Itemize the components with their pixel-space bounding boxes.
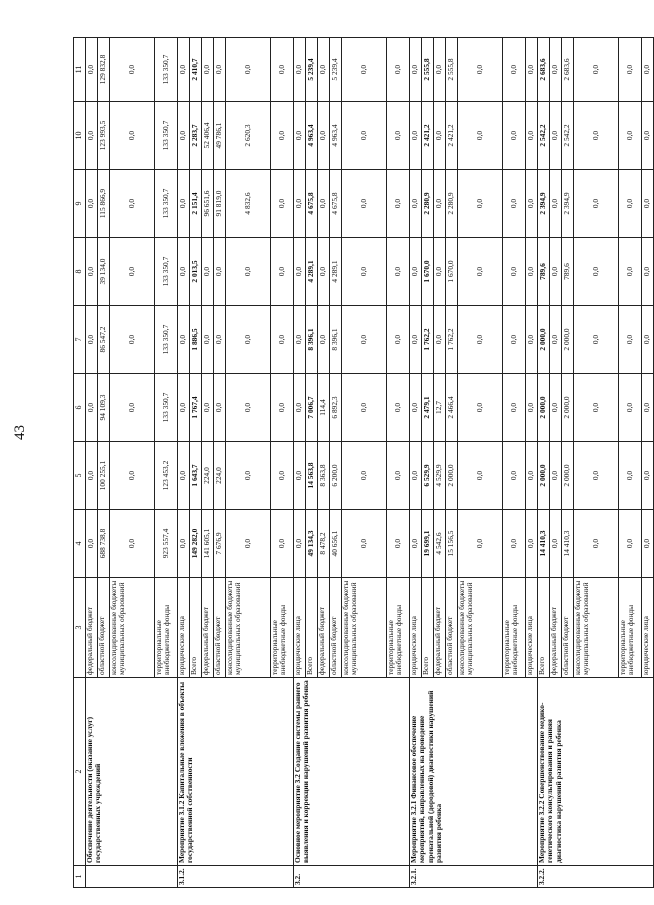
value-cell: 0,0 bbox=[110, 442, 155, 510]
value-cell: 0,0 bbox=[271, 102, 294, 170]
value-cell: 7 676,9 bbox=[214, 510, 226, 578]
item-title: Мероприятие 3.2.1 Финансовое обеспечение мероприятий, направленных на проведение пренатальной (дородовой) диагностики нарушений развития ребенка bbox=[410, 678, 538, 866]
value-cell: 0,0 bbox=[503, 374, 526, 442]
value-cell: 2 151,4 bbox=[190, 170, 202, 238]
value-cell: 0,0 bbox=[318, 38, 330, 102]
item-title: Мероприятие 3.1.2 Капитальные вложения в объекты государственной собственности bbox=[178, 678, 294, 866]
value-cell: 0,0 bbox=[619, 374, 642, 442]
value-cell: 0,0 bbox=[214, 374, 226, 442]
value-cell: 14 410,3 bbox=[562, 510, 574, 578]
value-cell: 0,0 bbox=[202, 38, 214, 102]
value-cell: 0,0 bbox=[86, 238, 98, 306]
value-cell: 5 239,4 bbox=[330, 38, 342, 102]
value-cell: 0,0 bbox=[458, 306, 503, 374]
value-cell: 14 563,8 bbox=[306, 442, 318, 510]
value-cell: 133 350,7 bbox=[155, 306, 178, 374]
value-cell: 0,0 bbox=[642, 306, 654, 374]
item-code bbox=[86, 866, 178, 888]
value-cell: 0,0 bbox=[619, 238, 642, 306]
rotated-table-container bbox=[73, 38, 652, 888]
value-cell: 40 656,1 bbox=[330, 510, 342, 578]
funding-source: территориальные внебюджетные фонды bbox=[503, 578, 526, 678]
value-cell: 4 832,6 bbox=[226, 170, 271, 238]
value-cell: 0,0 bbox=[214, 38, 226, 102]
value-cell: 2 000,0 bbox=[562, 442, 574, 510]
column-header: 4 bbox=[74, 510, 86, 578]
value-cell: 5 239,4 bbox=[306, 38, 318, 102]
value-cell: 0,0 bbox=[526, 38, 538, 102]
table-row bbox=[538, 38, 550, 888]
value-cell: 0,0 bbox=[294, 102, 306, 170]
funding-source: территориальные внебюджетные фонды bbox=[155, 578, 178, 678]
value-cell: 0,0 bbox=[342, 102, 387, 170]
value-cell: 0,0 bbox=[202, 374, 214, 442]
funding-source: территориальные внебюджетные фонды bbox=[271, 578, 294, 678]
value-cell: 0,0 bbox=[574, 442, 619, 510]
value-cell: 0,0 bbox=[387, 374, 410, 442]
value-cell: 0,0 bbox=[342, 38, 387, 102]
value-cell: 0,0 bbox=[110, 38, 155, 102]
value-cell: 0,0 bbox=[434, 170, 446, 238]
value-cell: 2 280,9 bbox=[446, 170, 458, 238]
value-cell: 8 396,1 bbox=[306, 306, 318, 374]
value-cell: 0,0 bbox=[642, 442, 654, 510]
value-cell: 2 013,5 bbox=[190, 238, 202, 306]
value-cell: 0,0 bbox=[202, 238, 214, 306]
value-cell: 1 670,0 bbox=[446, 238, 458, 306]
value-cell: 0,0 bbox=[619, 170, 642, 238]
value-cell: 0,0 bbox=[342, 510, 387, 578]
value-cell: 0,0 bbox=[619, 442, 642, 510]
funding-source: консолидированные бюджеты муниципальных образований bbox=[458, 578, 503, 678]
value-cell: 4 289,1 bbox=[306, 238, 318, 306]
value-cell: 0,0 bbox=[226, 306, 271, 374]
value-cell: 39 134,0 bbox=[98, 238, 110, 306]
value-cell: 0,0 bbox=[342, 374, 387, 442]
value-cell: 0,0 bbox=[410, 442, 422, 510]
value-cell: 7 006,7 bbox=[306, 374, 318, 442]
item-title: Обеспечение деятельности (оказание услуг) государственных учреждений bbox=[86, 678, 178, 866]
value-cell: 4 675,8 bbox=[306, 170, 318, 238]
value-cell: 0,0 bbox=[387, 38, 410, 102]
funding-source: областной бюджет bbox=[214, 578, 226, 678]
value-cell: 96 651,6 bbox=[202, 170, 214, 238]
funding-source: областной бюджет bbox=[562, 578, 574, 678]
value-cell: 4 542,6 bbox=[434, 510, 446, 578]
value-cell: 0,0 bbox=[178, 306, 190, 374]
value-cell: 0,0 bbox=[619, 510, 642, 578]
value-cell: 2 479,1 bbox=[422, 374, 434, 442]
value-cell: 0,0 bbox=[574, 510, 619, 578]
funding-source: консолидированные бюджеты муниципальных образований bbox=[226, 578, 271, 678]
value-cell: 49 134,3 bbox=[306, 510, 318, 578]
value-cell: 133 350,7 bbox=[155, 102, 178, 170]
value-cell: 0,0 bbox=[318, 102, 330, 170]
value-cell: 133 350,7 bbox=[155, 374, 178, 442]
value-cell: 2 410,7 bbox=[190, 38, 202, 102]
table-row bbox=[294, 38, 306, 888]
value-cell: 0,0 bbox=[642, 510, 654, 578]
value-cell: 8 396,1 bbox=[330, 306, 342, 374]
funding-source: Всего bbox=[190, 578, 202, 678]
value-cell: 0,0 bbox=[410, 238, 422, 306]
value-cell: 0,0 bbox=[550, 510, 562, 578]
value-cell: 2 542,2 bbox=[562, 102, 574, 170]
value-cell: 0,0 bbox=[294, 510, 306, 578]
funding-source: федеральный бюджет bbox=[202, 578, 214, 678]
value-cell: 0,0 bbox=[458, 510, 503, 578]
item-code: 3.2. bbox=[294, 866, 410, 888]
value-cell: 91 819,0 bbox=[214, 170, 226, 238]
column-header: 8 bbox=[74, 238, 86, 306]
funding-source: консолидированные бюджеты муниципальных образований bbox=[574, 578, 619, 678]
value-cell: 688 738,8 bbox=[98, 510, 110, 578]
value-cell: 133 350,7 bbox=[155, 170, 178, 238]
funding-source: Всего bbox=[538, 578, 550, 678]
value-cell: 0,0 bbox=[458, 442, 503, 510]
value-cell: 0,0 bbox=[178, 442, 190, 510]
value-cell: 0,0 bbox=[110, 374, 155, 442]
value-cell: 2 466,4 bbox=[446, 374, 458, 442]
value-cell: 0,0 bbox=[271, 510, 294, 578]
value-cell: 6 892,3 bbox=[330, 374, 342, 442]
table-row bbox=[86, 38, 98, 888]
value-cell: 789,6 bbox=[562, 238, 574, 306]
value-cell: 789,6 bbox=[538, 238, 550, 306]
column-header: 9 bbox=[74, 170, 86, 238]
value-cell: 0,0 bbox=[294, 38, 306, 102]
value-cell: 0,0 bbox=[526, 102, 538, 170]
value-cell: 0,0 bbox=[642, 170, 654, 238]
value-cell: 2 000,0 bbox=[562, 374, 574, 442]
funding-source: Всего bbox=[306, 578, 318, 678]
table-body bbox=[74, 38, 654, 888]
value-cell: 0,0 bbox=[550, 238, 562, 306]
value-cell: 4 529,9 bbox=[434, 442, 446, 510]
value-cell: 1 670,0 bbox=[422, 238, 434, 306]
value-cell: 4 963,4 bbox=[330, 102, 342, 170]
value-cell: 4 963,4 bbox=[306, 102, 318, 170]
value-cell: 224,0 bbox=[214, 442, 226, 510]
value-cell: 114,4 bbox=[318, 374, 330, 442]
value-cell: 2 283,7 bbox=[190, 102, 202, 170]
value-cell: 0,0 bbox=[178, 38, 190, 102]
value-cell: 2 683,6 bbox=[562, 38, 574, 102]
value-cell: 0,0 bbox=[458, 102, 503, 170]
value-cell: 0,0 bbox=[342, 306, 387, 374]
value-cell: 0,0 bbox=[226, 442, 271, 510]
value-cell: 0,0 bbox=[342, 442, 387, 510]
value-cell: 0,0 bbox=[86, 374, 98, 442]
funding-source: федеральный бюджет bbox=[550, 578, 562, 678]
value-cell: 0,0 bbox=[503, 170, 526, 238]
value-cell: 49 786,1 bbox=[214, 102, 226, 170]
value-cell: 0,0 bbox=[226, 238, 271, 306]
value-cell: 0,0 bbox=[458, 38, 503, 102]
value-cell: 0,0 bbox=[214, 306, 226, 374]
value-cell: 86 547,2 bbox=[98, 306, 110, 374]
value-cell: 0,0 bbox=[503, 102, 526, 170]
column-header: 10 bbox=[74, 102, 86, 170]
value-cell: 0,0 bbox=[342, 238, 387, 306]
value-cell: 0,0 bbox=[574, 306, 619, 374]
column-header: 7 bbox=[74, 306, 86, 374]
value-cell: 2 394,9 bbox=[562, 170, 574, 238]
value-cell: 0,0 bbox=[410, 306, 422, 374]
value-cell: 19 699,1 bbox=[422, 510, 434, 578]
value-cell: 0,0 bbox=[526, 170, 538, 238]
value-cell: 0,0 bbox=[526, 442, 538, 510]
value-cell: 2 542,2 bbox=[538, 102, 550, 170]
value-cell: 0,0 bbox=[550, 102, 562, 170]
funding-source: юридические лица bbox=[642, 578, 654, 678]
value-cell: 0,0 bbox=[550, 170, 562, 238]
value-cell: 0,0 bbox=[387, 442, 410, 510]
value-cell: 2 555,8 bbox=[422, 38, 434, 102]
value-cell: 0,0 bbox=[434, 38, 446, 102]
funding-source: федеральный бюджет bbox=[434, 578, 446, 678]
value-cell: 0,0 bbox=[178, 238, 190, 306]
value-cell: 2 421,2 bbox=[422, 102, 434, 170]
value-cell: 133 350,7 bbox=[155, 38, 178, 102]
value-cell: 0,0 bbox=[550, 442, 562, 510]
value-cell: 923 557,4 bbox=[155, 510, 178, 578]
value-cell: 0,0 bbox=[434, 238, 446, 306]
value-cell: 0,0 bbox=[294, 374, 306, 442]
column-header: 1 bbox=[74, 866, 86, 888]
funding-source: консолидированные бюджеты муниципальных образований bbox=[342, 578, 387, 678]
value-cell: 0,0 bbox=[434, 102, 446, 170]
value-cell: 2 000,0 bbox=[562, 306, 574, 374]
value-cell: 0,0 bbox=[387, 238, 410, 306]
value-cell: 0,0 bbox=[410, 510, 422, 578]
value-cell: 12,7 bbox=[434, 374, 446, 442]
value-cell: 0,0 bbox=[526, 306, 538, 374]
funding-source: территориальные внебюджетные фонды bbox=[387, 578, 410, 678]
value-cell: 129 832,8 bbox=[98, 38, 110, 102]
value-cell: 1 762,2 bbox=[446, 306, 458, 374]
value-cell: 0,0 bbox=[226, 38, 271, 102]
funding-source: юридические лица bbox=[294, 578, 306, 678]
value-cell: 1 643,7 bbox=[190, 442, 202, 510]
value-cell: 0,0 bbox=[110, 510, 155, 578]
value-cell: 0,0 bbox=[574, 374, 619, 442]
value-cell: 2 000,0 bbox=[538, 442, 550, 510]
value-cell: 0,0 bbox=[86, 170, 98, 238]
funding-source: областной бюджет bbox=[98, 578, 110, 678]
value-cell: 2 000,0 bbox=[446, 442, 458, 510]
page-number: 43 bbox=[12, 425, 28, 440]
value-cell: 0,0 bbox=[387, 102, 410, 170]
value-cell: 2 280,9 bbox=[422, 170, 434, 238]
value-cell: 0,0 bbox=[526, 510, 538, 578]
value-cell: 0,0 bbox=[387, 170, 410, 238]
funding-source: юридические лица bbox=[178, 578, 190, 678]
value-cell: 0,0 bbox=[86, 306, 98, 374]
value-cell: 0,0 bbox=[410, 102, 422, 170]
value-cell: 2 000,0 bbox=[538, 306, 550, 374]
value-cell: 0,0 bbox=[178, 510, 190, 578]
table-row bbox=[410, 38, 422, 888]
value-cell: 0,0 bbox=[550, 306, 562, 374]
value-cell: 0,0 bbox=[642, 38, 654, 102]
value-cell: 224,0 bbox=[202, 442, 214, 510]
value-cell: 0,0 bbox=[550, 374, 562, 442]
value-cell: 2 683,6 bbox=[538, 38, 550, 102]
item-code: 3.2.1. bbox=[410, 866, 538, 888]
value-cell: 0,0 bbox=[271, 306, 294, 374]
funding-source: областной бюджет bbox=[330, 578, 342, 678]
funding-source: территориальные внебюджетные фонды bbox=[619, 578, 642, 678]
funding-source: федеральный бюджет bbox=[86, 578, 98, 678]
value-cell: 0,0 bbox=[503, 306, 526, 374]
value-cell: 0,0 bbox=[271, 374, 294, 442]
value-cell: 0,0 bbox=[294, 442, 306, 510]
value-cell: 0,0 bbox=[86, 442, 98, 510]
value-cell: 1 767,4 bbox=[190, 374, 202, 442]
funding-source: Всего bbox=[422, 578, 434, 678]
value-cell: 0,0 bbox=[294, 306, 306, 374]
item-code: 3.1.2. bbox=[178, 866, 294, 888]
value-cell: 0,0 bbox=[226, 374, 271, 442]
column-header: 5 bbox=[74, 442, 86, 510]
value-cell: 0,0 bbox=[458, 170, 503, 238]
value-cell: 0,0 bbox=[318, 170, 330, 238]
value-cell: 133 350,7 bbox=[155, 238, 178, 306]
value-cell: 0,0 bbox=[178, 374, 190, 442]
funding-source: консолидированные бюджеты муниципальных образований bbox=[110, 578, 155, 678]
value-cell: 115 866,9 bbox=[98, 170, 110, 238]
value-cell: 0,0 bbox=[574, 170, 619, 238]
value-cell: 0,0 bbox=[574, 102, 619, 170]
value-cell: 0,0 bbox=[526, 374, 538, 442]
value-cell: 123 993,5 bbox=[98, 102, 110, 170]
value-cell: 0,0 bbox=[110, 238, 155, 306]
funding-source: областной бюджет bbox=[446, 578, 458, 678]
funding-source: юридические лица bbox=[410, 578, 422, 678]
value-cell: 4 289,1 bbox=[330, 238, 342, 306]
value-cell: 2 555,8 bbox=[446, 38, 458, 102]
value-cell: 0,0 bbox=[214, 238, 226, 306]
column-header: 3 bbox=[74, 578, 86, 678]
value-cell: 0,0 bbox=[271, 238, 294, 306]
value-cell: 0,0 bbox=[526, 238, 538, 306]
funding-source: федеральный бюджет bbox=[318, 578, 330, 678]
value-cell: 141 605,1 bbox=[202, 510, 214, 578]
value-cell: 0,0 bbox=[550, 38, 562, 102]
value-cell: 0,0 bbox=[642, 102, 654, 170]
value-cell: 2 620,3 bbox=[226, 102, 271, 170]
value-cell: 0,0 bbox=[619, 306, 642, 374]
value-cell: 0,0 bbox=[294, 170, 306, 238]
value-cell: 0,0 bbox=[503, 38, 526, 102]
value-cell: 0,0 bbox=[387, 306, 410, 374]
value-cell: 2 421,2 bbox=[446, 102, 458, 170]
column-header: 2 bbox=[74, 678, 86, 866]
value-cell: 0,0 bbox=[574, 38, 619, 102]
value-cell: 0,0 bbox=[619, 38, 642, 102]
value-cell: 6 529,9 bbox=[422, 442, 434, 510]
value-cell: 8 478,2 bbox=[318, 510, 330, 578]
value-cell: 2 394,9 bbox=[538, 170, 550, 238]
value-cell: 0,0 bbox=[202, 306, 214, 374]
value-cell: 0,0 bbox=[410, 374, 422, 442]
value-cell: 0,0 bbox=[271, 38, 294, 102]
item-code: 3.2.2. bbox=[538, 866, 654, 888]
value-cell: 0,0 bbox=[410, 170, 422, 238]
value-cell: 0,0 bbox=[86, 102, 98, 170]
value-cell: 0,0 bbox=[342, 170, 387, 238]
value-cell: 0,0 bbox=[619, 102, 642, 170]
value-cell: 0,0 bbox=[271, 442, 294, 510]
value-cell: 4 675,8 bbox=[330, 170, 342, 238]
budget-table bbox=[73, 37, 654, 888]
value-cell: 0,0 bbox=[318, 306, 330, 374]
value-cell: 8 363,8 bbox=[318, 442, 330, 510]
value-cell: 15 156,5 bbox=[446, 510, 458, 578]
value-cell: 123 453,2 bbox=[155, 442, 178, 510]
value-cell: 0,0 bbox=[86, 38, 98, 102]
funding-source: юридические лица bbox=[526, 578, 538, 678]
value-cell: 0,0 bbox=[86, 510, 98, 578]
value-cell: 0,0 bbox=[387, 510, 410, 578]
value-cell: 0,0 bbox=[503, 510, 526, 578]
value-cell: 0,0 bbox=[574, 238, 619, 306]
value-cell: 94 109,3 bbox=[98, 374, 110, 442]
value-cell: 6 200,0 bbox=[330, 442, 342, 510]
value-cell: 0,0 bbox=[178, 102, 190, 170]
value-cell: 0,0 bbox=[110, 170, 155, 238]
value-cell: 100 255,1 bbox=[98, 442, 110, 510]
value-cell: 0,0 bbox=[178, 170, 190, 238]
value-cell: 0,0 bbox=[458, 238, 503, 306]
table-row bbox=[178, 38, 190, 888]
value-cell: 0,0 bbox=[410, 38, 422, 102]
value-cell: 0,0 bbox=[294, 238, 306, 306]
value-cell: 0,0 bbox=[110, 102, 155, 170]
column-header: 6 bbox=[74, 374, 86, 442]
value-cell: 14 410,3 bbox=[538, 510, 550, 578]
value-cell: 0,0 bbox=[458, 374, 503, 442]
value-cell: 0,0 bbox=[110, 306, 155, 374]
header-row bbox=[74, 38, 86, 888]
value-cell: 52 406,4 bbox=[202, 102, 214, 170]
value-cell: 0,0 bbox=[642, 374, 654, 442]
value-cell: 0,0 bbox=[503, 442, 526, 510]
value-cell: 0,0 bbox=[503, 238, 526, 306]
value-cell: 1 762,2 bbox=[422, 306, 434, 374]
value-cell: 0,0 bbox=[271, 170, 294, 238]
value-cell: 0,0 bbox=[226, 510, 271, 578]
value-cell: 0,0 bbox=[318, 238, 330, 306]
item-title: Мероприятие 3.2.2 Совершенствование медико-генетического консультирования и ранняя диагностика нарушений развития ребенка bbox=[538, 678, 654, 866]
value-cell: 149 282,0 bbox=[190, 510, 202, 578]
item-title: Основное мероприятие 3.2 Создание системы раннего выявления и коррекции нарушений развития ребенка bbox=[294, 678, 410, 866]
value-cell: 1 886,5 bbox=[190, 306, 202, 374]
column-header: 11 bbox=[74, 38, 86, 102]
value-cell: 2 000,0 bbox=[538, 374, 550, 442]
value-cell: 0,0 bbox=[434, 306, 446, 374]
value-cell: 0,0 bbox=[642, 238, 654, 306]
